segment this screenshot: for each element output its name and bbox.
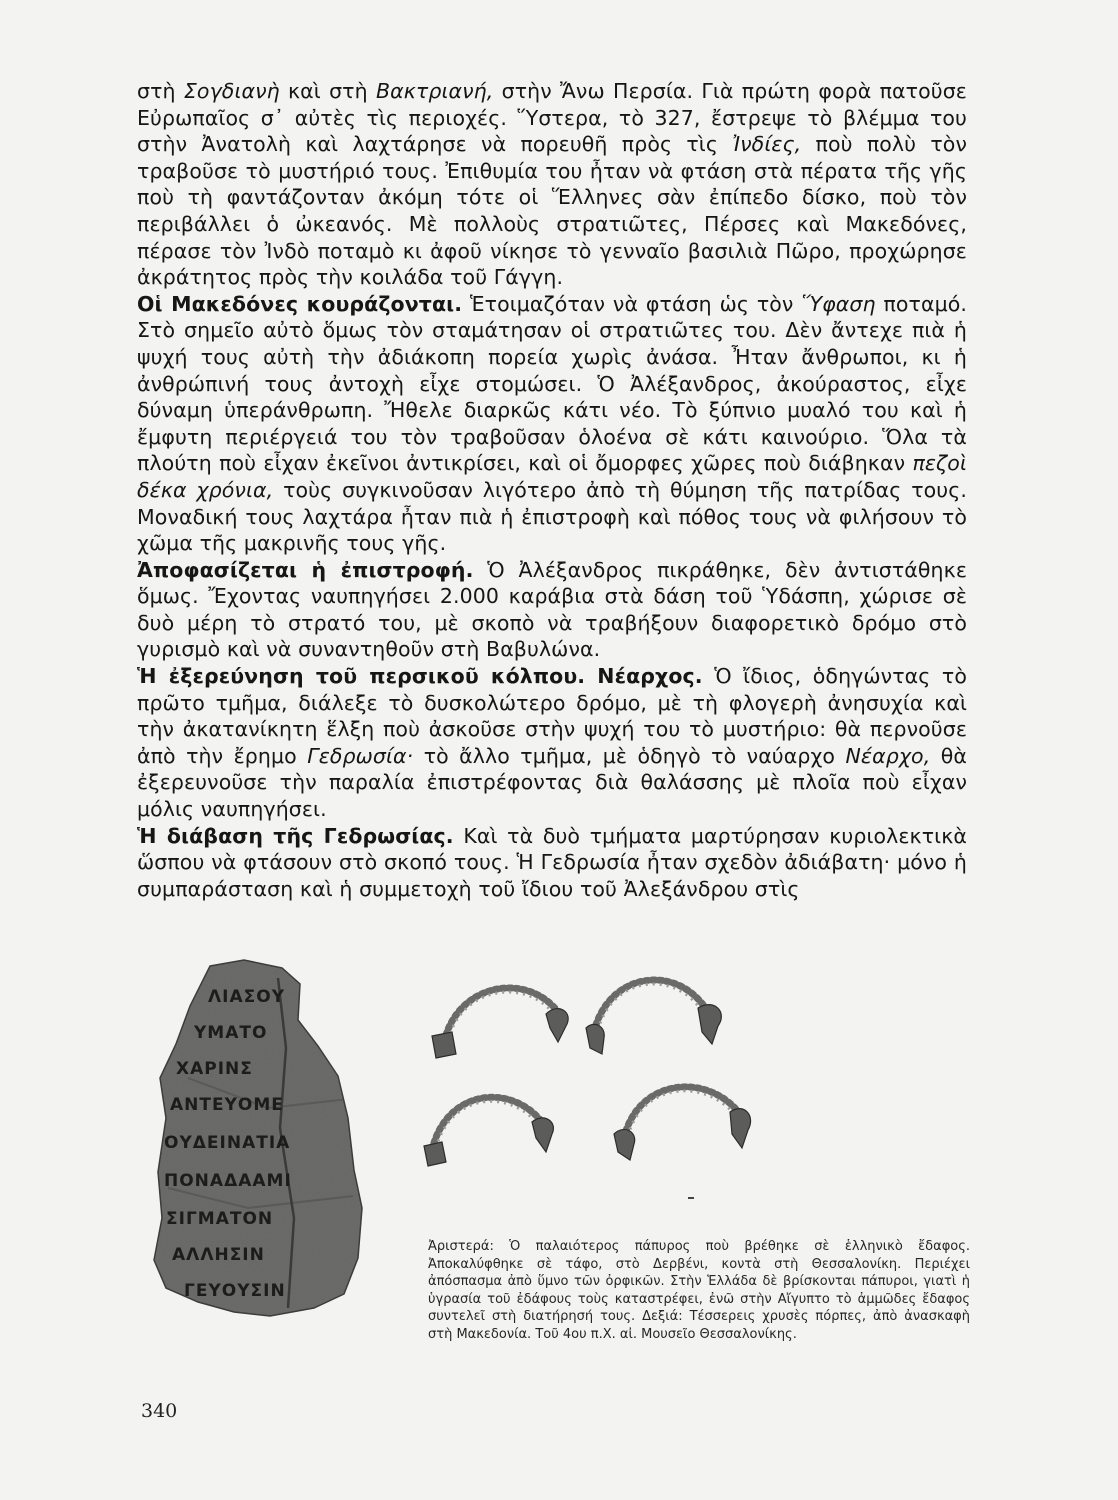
papyrus-line: ΛΙΑΣΟΥ bbox=[208, 987, 286, 1007]
papyrus-line: ΠΟΝΑΔΑΑΜΙ bbox=[164, 1171, 292, 1191]
paragraph-text: ποὺ πολὺ τὸν τραβοῦσε τὸ μυστήριό τους. Ἐπιθυμία του ἦταν νὰ φτάση στὰ πέρατα τῆς γῆς ποὺ τὴ φαντάζονταν ἀκόμη τότε οἱ Ἕλληνες σὰν ἐπίπεδο δίσκο, ποὺ τὸν περιβάλλει ὁ ὠκεανός. Μὲ πολλοὺς στρατιῶτες, Πέρσες καὶ Μακεδόνες, πέρασε τὸν Ἰνδὸ ποταμὸ κι ἀφοῦ νίκησε τὸ γενναῖο βασιλιὰ Πῶρο, προχώρησε ἀκράτητος πρὸς τὴν κοιλάδα τοῦ Γάγγη. bbox=[137, 132, 967, 290]
paragraph-text: τὸ ἄλλο τμῆμα, μὲ ὁδηγὸ τὸ ναύαρχο bbox=[413, 743, 846, 768]
papyrus-line: ΓΕΥΟΥΣΙΝ bbox=[184, 1281, 286, 1301]
papyrus-line: ΣΙΓΜΑΤΟΝ bbox=[166, 1209, 274, 1229]
paragraph-text: ποταμό. Στὸ σημεῖο αὐτὸ ὅμως τὸν σταμάτησαν οἱ στρατιῶτες του. Δὲν ἄντεχε πιὰ ἡ ψυχή τους αὐτὴ τὴν ἀδιάκοπη πορεία χωρὶς ἀνάσα. Ἦταν ἄνθρωποι, κι ἡ ἀνθρώπινή τους ἀντοχὴ εἶχε στομώσει. Ὁ Ἀλέξανδρος, ἀκούραστος, εἶχε δύναμη ὑπεράνθρωπη. Ἤθελε διαρκῶς κάτι νέο. Τὸ ξύπνιο μυαλό του καὶ ἡ ἔμφυτη περιέργειά του τὸν τραβοῦσαν ὁλοένα σὲ κάτι καινούριο. Ὅλα τὰ πλούτη ποὺ εἶχαν ἐκεῖνοι ἀντικρίσει, καὶ οἱ ὄμορφες χῶρες ποὺ διάβηκαν bbox=[137, 291, 967, 476]
papyrus-line: ΥΜΑΤΟ bbox=[194, 1023, 268, 1043]
section-heading: Ἡ διάβαση τῆς Γεδρωσίας. bbox=[137, 823, 454, 848]
page-number: 340 bbox=[141, 1400, 178, 1422]
papyrus-line: ΑΛΛΗΣΙΝ bbox=[172, 1245, 265, 1265]
gold-pins-image bbox=[418, 962, 758, 1212]
papyrus-line: ΑΝΤΕΥΟΜΕ bbox=[170, 1095, 284, 1115]
paragraph-text: Ὁ Ἀλέξανδρος πικράθηκε, δὲν ἀντιστάθηκε ὅμως. Ἔχοντας ναυπηγήσει 2.000 καράβια στὰ δάση τοῦ Ὑδάσπη, χώρισε σὲ δυὸ μέρη τὸ στρατό του, μὲ σκοπὸ νὰ τραβήξουν διαφορετικὸ δρόμο στὸ γυρισμὸ καὶ νὰ συναντηθοῦν στὴ Βαβυλώνα. bbox=[137, 557, 967, 662]
body-paragraph bbox=[137, 78, 967, 291]
paragraph-text: Ὁ ἴδιος, ὁδηγώντας τὸ πρῶτο τμῆμα, διάλεξε τὸ δυσκολώτερο δρόμο, μὲ τὴ φλογερὴ ἀνησυχία καὶ τὴν ἀκατανίκητη ἕλξη ποὺ ἀσκοῦσε στὴν ψυχή του τὸ μυστήριο: θὰ περνοῦσε ἀπὸ τὴν ἔρημο bbox=[137, 664, 967, 768]
paragraph-text: καὶ στὴ bbox=[279, 79, 376, 103]
emphasis-text: Νέαρχο, bbox=[845, 743, 931, 768]
body-paragraph bbox=[137, 663, 967, 823]
papyrus-line: ΧΑΡΙΝΣ bbox=[176, 1059, 253, 1079]
emphasis-text: Βακτριανή, bbox=[375, 79, 494, 103]
paragraph-text: Καὶ τὰ δυὸ τμήματα μαρτύρησαν κυριολεκτικὰ ὥσπου νὰ φτάσουν στὸ σκοπό τους. Ἡ Γεδρωσία ἦταν σχεδὸν ἀδιάβατη· μόνο ἡ συμπαράσταση καὶ ἡ συμμετοχὴ τοῦ ἴδιου τοῦ Ἀλεξάνδρου στὶς bbox=[137, 823, 967, 901]
emphasis-text: Ὕφαση bbox=[801, 291, 876, 316]
body-paragraph bbox=[137, 557, 967, 663]
paragraph-text: Ἑτοιμαζόταν νὰ φτάση ὡς τὸν bbox=[462, 291, 802, 316]
section-heading: Οἱ Μακεδόνες κουράζονται. bbox=[137, 291, 463, 316]
papyrus-fragment-image bbox=[148, 958, 373, 1320]
figure-caption bbox=[428, 1238, 970, 1344]
paragraph-text: στὴν Ἄνω Περσία. Γιὰ πρώτη φορὰ πατοῦσε Εὐρωπαῖος σ᾿ αὐτὲς τὶς περιοχές. Ὕστερα, τὸ 327, ἔστρεψε τὸ βλέμμα του στὴν Ἀνατολὴ καὶ λαχτάρησε νὰ πορευθῆ πρὸς τὶς bbox=[137, 79, 967, 157]
section-heading: Ἀποφασίζεται ἡ ἐπιστροφή. bbox=[137, 557, 474, 582]
emphasis-text: Γεδρωσία· bbox=[307, 743, 414, 768]
paragraph-text: στὴ bbox=[137, 79, 184, 103]
paragraph-text: τοὺς συγκινοῦσαν λιγότερο ἀπὸ τὴ θύμηση τῆς πατρίδας τους. Μοναδική τους λαχτάρα ἦταν πιὰ ἡ ἐπιστροφὴ καὶ πόθος τους νὰ φιλήσουν τὸ χῶμα τῆς μακρινῆς τους γῆς. bbox=[137, 477, 967, 556]
emphasis-text: πεζοὶ δέκα χρόνια, bbox=[137, 451, 967, 502]
emphasis-text: Σογδιανὴ bbox=[183, 79, 280, 103]
emphasis-text: Ἰνδίες, bbox=[732, 132, 802, 157]
main-text-block bbox=[137, 78, 967, 902]
paragraph-text: θὰ ἐξερευνοῦσε τὴν παραλία ἐπιστρέφοντας διὰ θαλάσσης μὲ πλοῖα ποὺ εἶχαν μόλις ναυπηγήσει. bbox=[137, 743, 967, 822]
caption-text: Ἀριστερά: Ὁ παλαιότερος πάπυρος ποὺ βρέθηκε σὲ ἑλληνικὸ ἔδαφος. Ἀποκαλύφθηκε σὲ τάφο, στὸ Δερβένι, κοντὰ στὴ Θεσσαλονίκη. Περιέχει ἀπόσπασμα ἀπὸ ὕμνο τῶν ὀρφικῶν. Στὴν Ἑλλάδα δὲ βρίσκονται πάπυροι, γιατὶ ἡ ὑγρασία τοῦ ἐδάφους τοὺς καταστρέφει, ἐνῶ στὴν Αἴγυπτο τὸ ἀμμῶδες ἔδαφος συντελεῖ στὴ διατήρησή τους. Δεξιά: Τέσσερεις χρυσὲς πόρπες, ἀπὸ ἀνασκαφὴ στὴ Μακεδονία. Τοῦ 4ου π.Χ. αἰ. Μουσεῖο Θεσσαλονίκης. bbox=[428, 1239, 970, 1342]
papyrus-line: ΟΥΔΕΙΝΑΤΙΑ bbox=[164, 1133, 291, 1153]
section-heading: Ἡ ἐξερεύνηση τοῦ περσικοῦ κόλπου. Νέαρχος. bbox=[137, 664, 703, 689]
body-paragraph bbox=[137, 291, 967, 557]
body-paragraph bbox=[137, 823, 967, 903]
